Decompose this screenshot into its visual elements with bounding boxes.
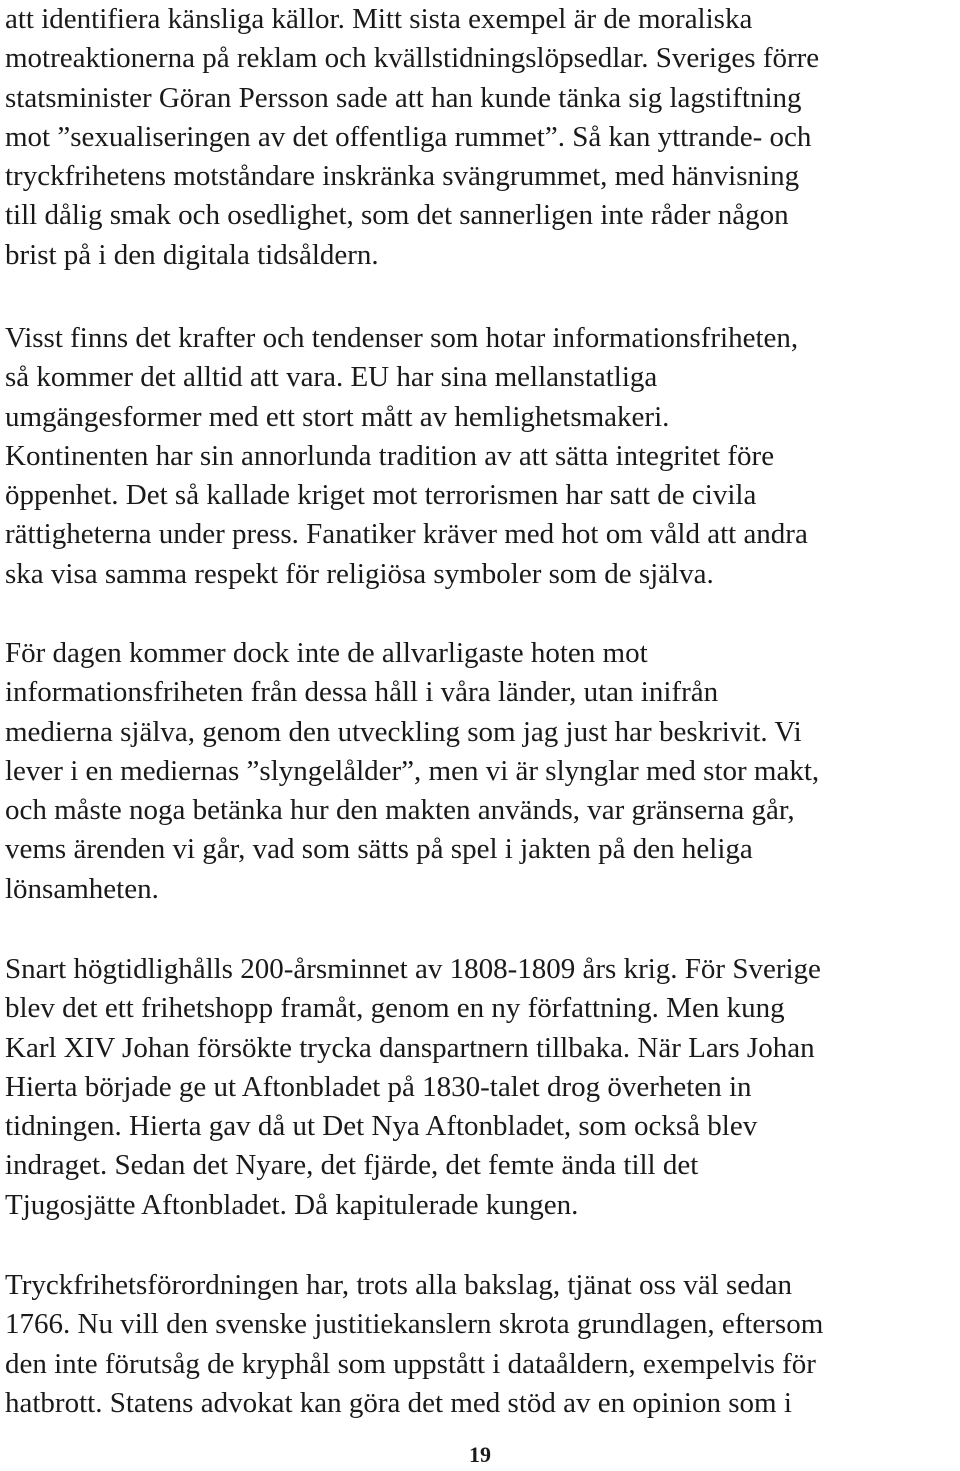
page-number: 19 — [469, 1442, 491, 1467]
text-line: så kommer det alltid att vara. EU har sina mellanstatliga — [5, 361, 658, 394]
text-line: umgängesformer med ett stort mått av hemlighetsmakeri. — [5, 400, 670, 433]
text-line: medierna själva, genom den utveckling som jag just har beskrivit. Vi — [5, 715, 802, 748]
text-line: vems ärenden vi går, vad som sätts på spel i jakten på den heliga — [5, 833, 753, 866]
text-line: indraget. Sedan det Nyare, det fjärde, det femte ända till det — [5, 1149, 699, 1182]
paragraph-3 — [5, 634, 960, 909]
text-line: Tryckfrihetsförordningen har, trots alla bakslag, tjänat oss väl sedan — [5, 1269, 793, 1301]
text-line: informationsfriheten från dessa håll i våra länder, utan inifrån — [5, 676, 719, 709]
text-line: 1766. Nu vill den svenske justitiekanslern skrota grundlagen, eftersom — [5, 1308, 824, 1341]
text-line: till dålig smak och osedlighet, som det sannerligen inte råder någon — [5, 199, 789, 232]
paragraph-5 — [5, 1266, 960, 1423]
text-line: Karl XIV Johan försökte trycka danspartnern tillbaka. När Lars Johan — [5, 1031, 815, 1064]
text-line: ska visa samma respekt för religiösa symboler som de själva. — [5, 557, 714, 590]
text-line: Tjugosjätte Aftonbladet. Då kapitulerade kungen. — [5, 1188, 579, 1221]
text-line: Hierta började ge ut Aftonbladet på 1830-talet drog överheten in — [5, 1070, 752, 1103]
text-line: och måste noga betänka hur den makten används, var gränserna går, — [5, 794, 795, 827]
text-line: tryckfrihetens motståndare inskränka svängrummet, med hänvisning — [5, 160, 800, 193]
text-line: Snart högtidlighålls 200-årsminnet av 1808-1809 års krig. För Sverige — [5, 953, 821, 985]
paragraph-1 — [5, 0, 960, 275]
text-line: rättigheterna under press. Fanatiker kräver med hot om våld att andra — [5, 518, 808, 551]
text-line: brist på i den digitala tidsåldern. — [5, 238, 379, 271]
text-line: tidningen. Hierta gav då ut Det Nya Aftonbladet, som också blev — [5, 1110, 758, 1143]
text-line: lever i en mediernas ”slyngelålder”, men vi är slynglar med stor makt, — [5, 754, 820, 787]
text-line: den inte förutsåg de kryphål som uppstått i dataåldern, exempelvis för — [5, 1347, 816, 1380]
text-line: att identifiera känsliga källor. Mitt sista exempel är de moraliska — [5, 3, 753, 35]
text-line: mot ”sexualiseringen av det offentliga rummet”. Så kan yttrande- och — [5, 120, 812, 153]
text-line: statsminister Göran Persson sade att han kunde tänka sig lagstiftning — [5, 81, 802, 114]
text-line: lönsamheten. — [5, 872, 159, 905]
text-line: För dagen kommer dock inte de allvarligaste hoten mot — [5, 637, 648, 669]
paragraph-4 — [5, 950, 960, 1225]
text-line: Visst finns det krafter och tendenser som hotar informationsfriheten, — [5, 322, 799, 354]
text-line: hatbrott. Statens advokat kan göra det med stöd av en opinion som i — [5, 1386, 792, 1419]
text-line: Kontinenten har sin annorlunda tradition av att sätta integritet före — [5, 439, 775, 472]
text-line: blev det ett frihetshopp framåt, genom en ny författning. Men kung — [5, 992, 785, 1025]
text-line: motreaktionerna på reklam och kvällstidningslöpsedlar. Sveriges förre — [5, 42, 820, 75]
text-line: öppenhet. Det så kallade kriget mot terrorismen har satt de civila — [5, 479, 757, 512]
paragraph-2 — [5, 319, 960, 594]
